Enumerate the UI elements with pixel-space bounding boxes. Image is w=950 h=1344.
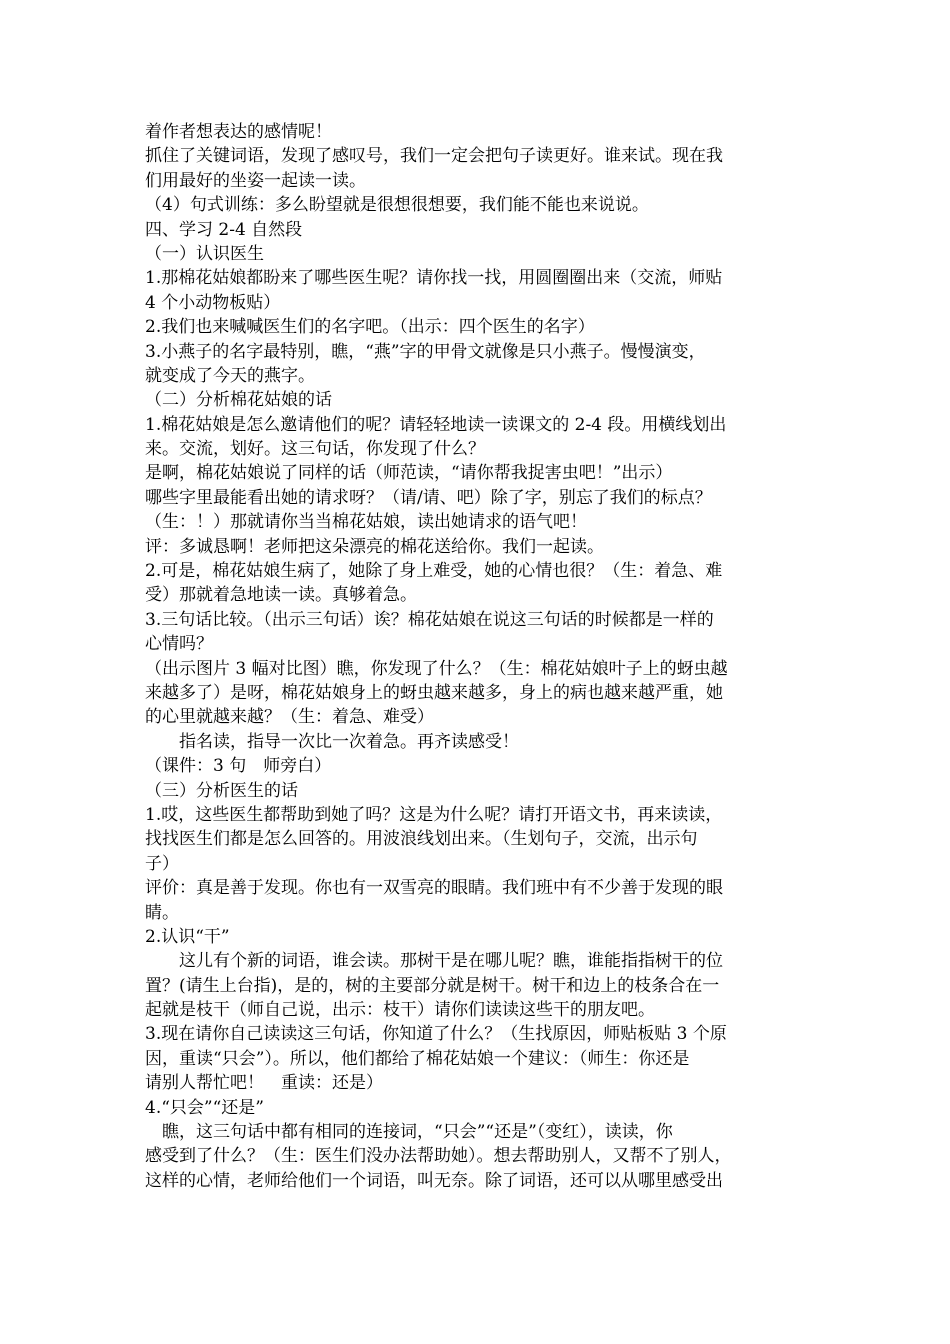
text-line: 这儿有个新的词语，谁会读。那树干是在哪儿呢？瞧，谁能指指树干的位	[179, 951, 723, 972]
text-line: 着作者想表达的感情呢！	[145, 122, 332, 142]
text-line: 4.“只会”“还是”	[145, 1097, 264, 1118]
text-line: 置？(请生上台指)，是的，树的主要部分就是树干。树干和边上的枝条合在一	[145, 975, 720, 996]
text-line: 2.可是，棉花姑娘生病了，她除了身上难受，她的心情也很？（生：着急、难	[145, 561, 723, 582]
text-line: 1.那棉花姑娘都盼来了哪些医生呢？请你找一找，用圆圈圈出来（交流，师贴	[145, 268, 723, 289]
text-line: 指名读，指导一次比一次着急。再齐读感受！	[179, 731, 519, 752]
text-line: 请别人帮忙吧！ 重读：还是）	[145, 1073, 383, 1094]
text-line: 心情吗？	[145, 634, 213, 655]
text-line: 1.棉花姑娘是怎么邀请他们的呢？请轻轻地读一读课文的 2-4 段。用横线划出	[145, 414, 727, 435]
text-line: 来。交流，划好。这三句话，你发现了什么？	[145, 439, 485, 460]
subsection-heading: （一）认识医生	[145, 243, 264, 264]
text-line: 子）	[145, 853, 179, 874]
text-line: 的心里就越来越？（生：着急、难受）	[145, 707, 434, 728]
text-line: （生：！）那就请你当当棉花姑娘，读出她请求的语气吧！	[145, 512, 587, 533]
text-line: 2.我们也来喊喊医生们的名字吧。（出示：四个医生的名字）	[145, 317, 595, 338]
text-line: 受）那就着急地读一读。真够着急。	[145, 585, 417, 606]
text-line: 瞧，这三句话中都有相同的连接词，“只会”“还是”（变红），读读，你	[162, 1122, 673, 1143]
text-line: 3.小燕子的名字最特别，瞧，“燕”字的甲骨文就像是只小燕子。慢慢演变，	[145, 341, 706, 362]
text-line: 评：多诚恳啊！老师把这朵漂亮的棉花送给你。我们一起读。	[145, 536, 604, 557]
text-line: 抓住了关键词语，发现了感叹号，我们一定会把句子读更好。谁来试。现在我	[145, 146, 723, 167]
section-heading: 四、学习 2-4 自然段	[145, 219, 303, 240]
text-line: （出示图片 3 幅对比图）瞧，你发现了什么？（生：棉花姑娘叶子上的蚜虫越	[145, 658, 728, 679]
text-line: 这样的心情，老师给他们一个词语，叫无奈。除了词语，还可以从哪里感受出	[145, 1170, 723, 1191]
text-line: （课件：3 句 师旁白）	[145, 756, 332, 777]
text-line: 4 个小动物板贴）	[145, 292, 281, 313]
document-page	[145, 120, 815, 1193]
subsection-heading: （二）分析棉花姑娘的话	[145, 390, 332, 411]
text-line: 3.现在请你自己读读这三句话，你知道了什么？（生找原因，师贴板贴 3 个原	[145, 1024, 727, 1045]
text-line: 起就是枝干（师自己说，出示：枝干）请你们读读这些干的朋友吧。	[145, 1000, 655, 1021]
text-line: 3.三句话比较。（出示三句话）诶？棉花姑娘在说这三句话的时候都是一样的	[145, 609, 714, 630]
text-line: 哪些字里最能看出她的请求呀？（请/请、吧）除了字，别忘了我们的标点？	[145, 487, 712, 508]
text-line: 来越多了）是呀，棉花姑娘身上的蚜虫越来越多，身上的病也越来越严重，她	[145, 682, 723, 703]
text-line: 2.认识“干”	[145, 926, 230, 947]
text-line: 1.哎，这些医生都帮助到她了吗？这是为什么呢？请打开语文书，再来读读，	[145, 804, 723, 825]
text-line: 找找医生们都是怎么回答的。用波浪线划出来。（生划句子，交流，出示句	[145, 829, 698, 850]
text-line: 睛。	[145, 902, 179, 923]
text-line: 感受到了什么？（生：医生们没办法帮助她）。想去帮助别人，又帮不了别人，	[145, 1146, 732, 1167]
text-line: 因，重读“只会”）。所以，他们都给了棉花姑娘一个建议：（师生：你还是	[145, 1048, 690, 1069]
text-line: 们用最好的坐姿一起读一读。	[145, 170, 366, 191]
text-line: 评价：真是善于发现。你也有一双雪亮的眼睛。我们班中有不少善于发现的眼	[145, 878, 723, 899]
subsection-heading: （三）分析医生的话	[145, 780, 298, 801]
text-line: 就变成了今天的燕字。	[145, 365, 315, 386]
text-line: （4）句式训练：多么盼望就是很想很想要，我们能不能也来说说。	[145, 195, 649, 216]
text-line: 是啊，棉花姑娘说了同样的话（师范读，“请你帮我捉害虫吧！”出示）	[145, 463, 673, 484]
